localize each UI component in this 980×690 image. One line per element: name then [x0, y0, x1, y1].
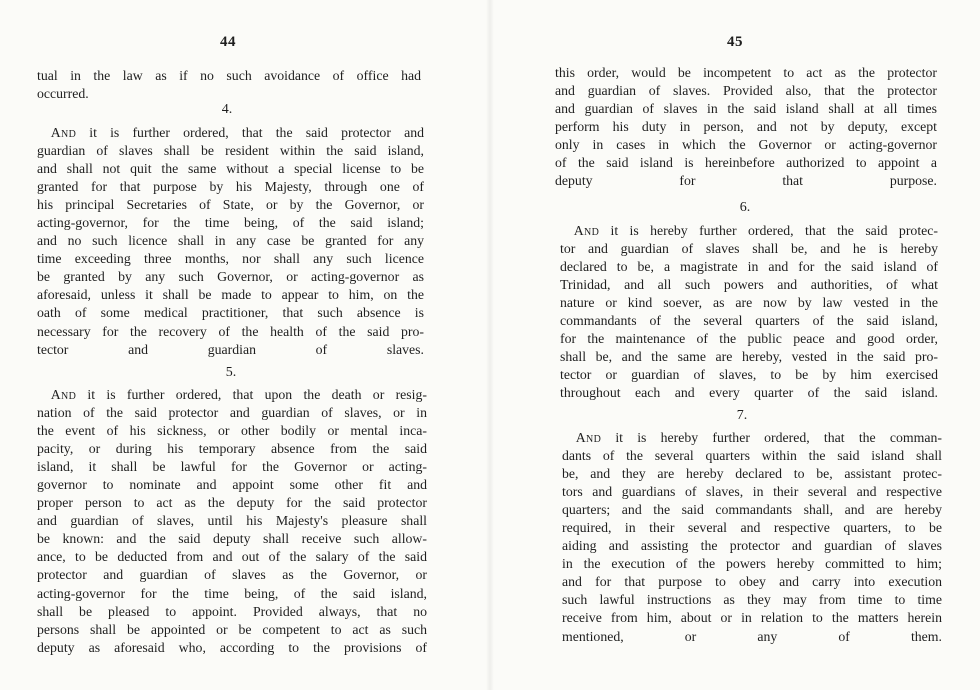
text-line: only in cases in which the Governor or acting-governor [555, 137, 937, 153]
text-line: deputy for that purpose. [555, 173, 937, 189]
text-line: persons shall be appointed or be competent to act as such [37, 621, 427, 637]
text-line: his principal Secretaries of State, or by the Governor, or [37, 197, 424, 213]
text-line: required, in their several and respective quarters, to be [562, 520, 942, 536]
text-line: be known: and the said deputy shall receive such allow- [37, 531, 427, 547]
text-line: and guardian of slaves, until his Majesty's pleasure shall [37, 513, 427, 529]
section-number: 7. [736, 408, 748, 423]
section-number: 5. [225, 365, 237, 380]
text-line-rest: it is hereby further ordered, that the comman- [601, 430, 942, 445]
paragraph-lead-word: And [573, 223, 600, 238]
text-line: acting-governor for the time being, of the said island, [37, 585, 427, 601]
text-line: mentioned, or any of them. [562, 628, 942, 644]
text-line: pacity, or during his temporary absence from the said [37, 441, 427, 457]
section-6-paragraph [560, 222, 938, 402]
text-line: nation of the said protector and guardian of slaves, or in [37, 405, 427, 421]
page-number: 45 [727, 34, 743, 50]
text-line: throughout each and every quarter of the said island. [560, 385, 938, 401]
text-line-rest: it is further ordered, that the said protector and [76, 125, 424, 140]
text-line: protector and guardian of slaves as the Governor, or [37, 567, 427, 583]
text-line: dants of the several quarters within the said island shall [562, 448, 942, 464]
text-line: tual in the law as if no such avoidance of office had [37, 68, 421, 83]
paragraph-lead-word: And [50, 387, 77, 402]
text-line: governor to nominate and appoint some other fit and [37, 477, 427, 493]
text-line-rest: it is hereby further ordered, that the said protec- [599, 223, 938, 238]
text-line: oath of some medical practitioner, that such absence is [37, 305, 424, 321]
text-line: and guardian of slaves in the said island shall at all times [555, 101, 937, 117]
text-line: tors and guardians of slaves, in their several and respective [562, 484, 942, 500]
right-page [490, 0, 980, 690]
text-line [560, 222, 938, 240]
text-line: nature or kind soever, as are now by law vested in the [560, 295, 938, 311]
text-line: receive from him, about or in relation to the matters herein [562, 610, 942, 626]
text-line: and no such licence shall in any case be granted for any [37, 233, 424, 249]
text-line: time exceeding three months, nor shall any such licence [37, 251, 424, 267]
text-line: granted for that purpose by his Majesty, through one of [37, 179, 424, 195]
text-line: be, and they are hereby declared to be, assistant protec- [562, 466, 942, 482]
text-line-rest: it is further ordered, that upon the death or resig- [76, 387, 427, 402]
text-line: be granted by any such Governor, or acting-governor as [37, 269, 424, 285]
text-line: Trinidad, and all such powers and authorities, of what [560, 277, 938, 293]
text-line: of the said island is hereinbefore authorized to appoint a [555, 155, 937, 171]
continuation-paragraph [37, 67, 421, 103]
text-line: this order, would be incompetent to act as the protector [555, 65, 937, 80]
text-line: deputy as aforesaid who, according to the provisions of [37, 639, 427, 655]
text-line: guardian of slaves shall be resident within the said island, [37, 143, 424, 159]
text-line: perform his duty in person, and not by deputy, except [555, 119, 937, 135]
text-line: tor and guardian of slaves shall be, and he is hereby [560, 241, 938, 257]
text-line [37, 386, 427, 404]
text-line: in the execution of the powers hereby committed to him; [562, 556, 942, 572]
text-line [37, 124, 424, 142]
text-line: and shall not quit the same without a special license to be [37, 161, 424, 177]
text-line [562, 429, 942, 447]
text-line: shall be, and the same are hereby, vested in the said pro- [560, 349, 938, 365]
text-line: and guardian of slaves. Provided also, that the protector [555, 83, 937, 99]
section-number: 6. [739, 200, 751, 215]
continuation-paragraph [555, 64, 937, 190]
text-line: and for that purpose to obey and carry into execution [562, 574, 942, 590]
section-number: 4. [221, 102, 233, 117]
text-line: the event of his sickness, or other bodily or mental inca- [37, 423, 427, 439]
text-line: acting-governor, for the time being, of the said island; [37, 215, 424, 231]
text-line: shall be pleased to appoint. Provided always, that no [37, 603, 427, 619]
text-line: occurred. [37, 86, 89, 102]
text-line: aiding and assisting the protector and guardian of slaves [562, 538, 942, 554]
paragraph-lead-word: And [50, 125, 77, 140]
section-4-paragraph [37, 124, 424, 359]
text-line: island, it shall be lawful for the Governor or acting- [37, 459, 427, 475]
text-line: tector or guardian of slaves, to be by him exercised [560, 367, 938, 383]
text-line: quarters; and the said commandants shall, and are hereby [562, 502, 942, 518]
text-line: necessary for the recovery of the health of the said pro- [37, 323, 424, 339]
text-line: such lawful instructions as they may from time to time [562, 592, 942, 608]
page-number: 44 [220, 34, 236, 50]
text-line: ance, to be deducted from and out of the salary of the said [37, 549, 427, 565]
paragraph-lead-word: And [575, 430, 602, 445]
text-line: tector and guardian of slaves. [37, 341, 424, 357]
section-7-paragraph [562, 429, 942, 646]
text-line: declared to be, a magistrate in and for the said island of [560, 259, 938, 275]
text-line: proper person to act as the deputy for the said protector [37, 495, 427, 511]
text-line: commandants of the several quarters of the said island, [560, 313, 938, 329]
text-line: for the maintenance of the public peace and good order, [560, 331, 938, 347]
section-5-paragraph [37, 386, 427, 657]
text-line: aforesaid, unless it shall be made to appear to him, on the [37, 287, 424, 303]
